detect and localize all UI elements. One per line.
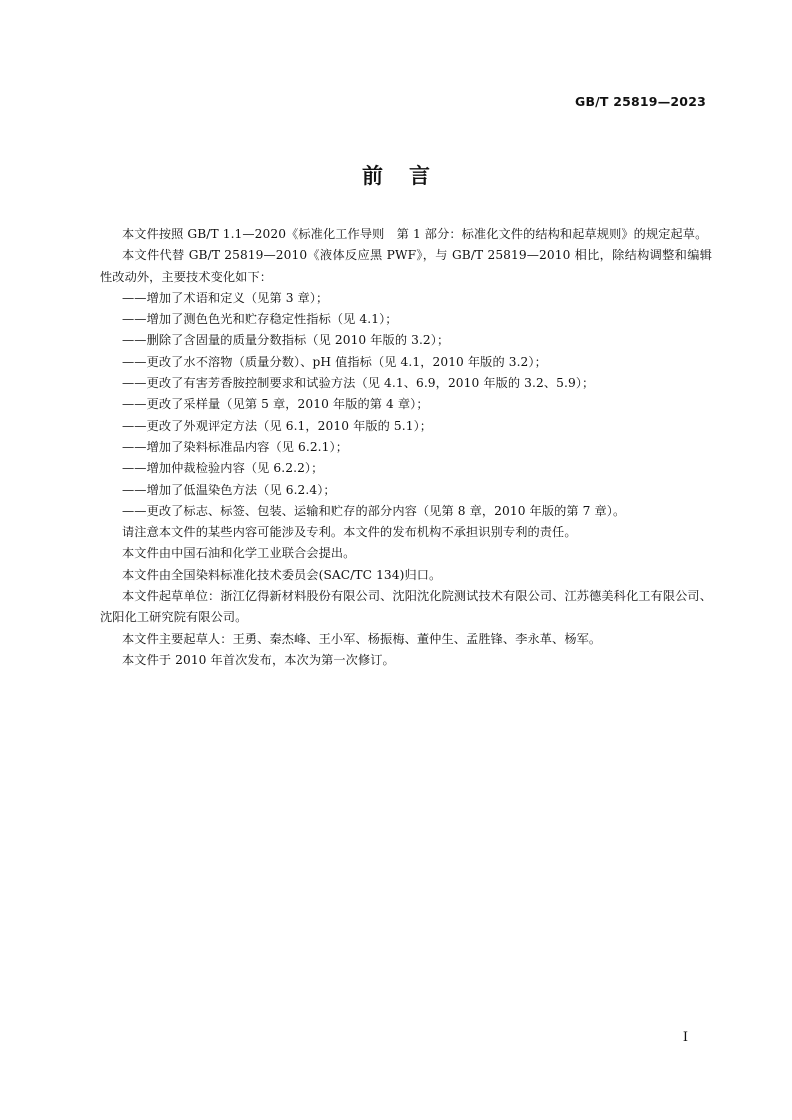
change-item: ——增加了术语和定义（见第 3 章）； [122,290,329,305]
change-item: ——增加了低温染色方法（见 6.2.4）； [122,482,336,497]
paragraph-patent-notice: 请注意本文件的某些内容可能涉及专利。本文件的发布机构不承担识别专利的责任。 [122,525,577,540]
change-item: ——增加了染料标准品内容（见 6.2.1）； [122,439,348,454]
change-item: ——增加了测色色光和贮存稳定性指标（见 4.1）； [122,312,398,327]
paragraph-publication-history: 本文件于 2010 年首次发布，本次为第一次修订。 [122,652,395,667]
change-item: ——更改了水不溶物（质量分数）、pH 值指标（见 4.1，2010 年版的 3.2）； [122,354,547,369]
change-item: ——更改了采样量（见第 5 章，2010 年版的第 4 章）； [122,397,429,412]
change-item: ——更改了有害芳香胺控制要求和试验方法（见 4.1、6.9，2010 年版的 3.2、5.9）； [122,376,595,391]
paragraph-proposer: 本文件由中国石油和化学工业联合会提出。 [122,546,356,561]
paragraph-technical-committee: 本文件由全国染料标准化技术委员会(SAC/TC 134)归口。 [122,567,442,582]
paragraph-drafting-rules: 本文件按照 GB/T 1.1—2020《标准化工作导则 第 1 部分：标准化文件的结构和起草规则》的规定起草。 [122,227,708,241]
paragraph-drafting-units: 本文件起草单位：浙江亿得新材料股份有限公司、沈阳沈化院测试技术有限公司、江苏德美科化工有限公司、沈阳化工研究院有限公司。 [100,589,712,625]
change-item: ——更改了外观评定方法（见 6.1，2010 年版的 5.1）； [122,418,433,433]
change-item: ——删除了含固量的质量分数指标（见 2010 年版的 3.2）； [122,333,450,348]
standard-number: GB/T 25819—2023 [574,94,706,109]
page-title: 前言 [362,164,456,188]
change-item: ——更改了标志、标签、包装、运输和贮存的部分内容（见第 8 章，2010 年版的第 7 章）。 [122,503,626,518]
page-number: I [682,1030,688,1045]
changes-list [100,288,712,522]
foreword-body [100,224,712,671]
paragraph-replacement: 本文件代替 GB/T 25819—2010《液体反应黑 PWF》，与 GB/T 25819—2010 相比，除结构调整和编辑性改动外，主要技术变化如下： [100,248,712,284]
change-item: ——增加仲裁检验内容（见 6.2.2）； [122,461,324,476]
paragraph-drafters: 本文件主要起草人：王勇、秦杰峰、王小军、杨振梅、董仲生、孟胜锋、李永革、杨军。 [122,631,602,646]
